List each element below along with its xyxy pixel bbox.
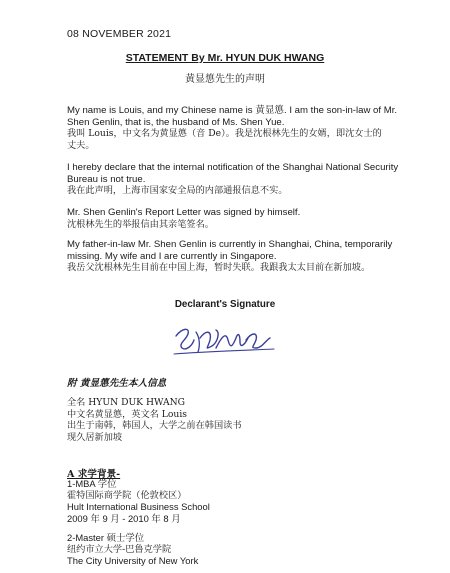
paragraph-line-chinese: 我在此声明，上海市国家安全局的内部通报信息不实。: [67, 185, 288, 196]
signature-label: Declarant's Signature: [174, 299, 276, 310]
education-line: 霍特国际商学院（伦敦校区）: [67, 489, 187, 501]
education-line: Hult International Business School: [67, 501, 210, 512]
paragraph-line: My father-in-law Mr. Shen Genlin is currently in Shanghai, China, temporarily: [67, 239, 393, 250]
paragraph-line: missing. My wife and I are currently in Singapore.: [67, 250, 277, 262]
education-line: 2-Master 硕士学位: [67, 532, 145, 543]
paragraph-declaration: [67, 162, 398, 197]
paragraph-line: Mr. Shen Genlin's Report Letter was signed by himself.: [67, 207, 301, 218]
info-line: 出生于南韩，韩国人，大学之前在韩国读书: [67, 420, 242, 431]
paragraph-line: My name is Louis, and my Chinese name is 黄显憄. I am the son-in-law of Mr.: [67, 105, 398, 116]
paragraph-line: I hereby declare that the internal notification of the Shanghai National Security: [67, 162, 399, 173]
paragraph-line-chinese: 我叫 Louis，中文名为黄显憄（音 De）。我是沈根林先生的女婿，即沈女士的: [67, 128, 382, 139]
personal-info: [67, 397, 242, 443]
paragraph-line: Bureau is not true.: [67, 173, 146, 185]
education-line: 2009 年 9 月 - 2010 年 8 月: [67, 512, 181, 524]
paragraph-report-letter: [67, 207, 300, 230]
info-line: 中文名黄显憄，英文名 Louis: [67, 408, 187, 420]
paragraph-line-chinese: 沈根林先生的举报信由其亲笔签名。: [67, 218, 214, 230]
education-line: 纽约市立大学-巴鲁克学院: [67, 543, 172, 555]
paragraph-line-chinese: 我岳父沈根林先生目前在中国上海，暂时失联。我跟我太太目前在新加坡。: [67, 262, 371, 273]
info-line: 现久居新加坡: [67, 431, 123, 443]
education-heading: A 求学背景-: [67, 469, 121, 480]
education-item-mba: [67, 478, 210, 524]
statement-title-chinese: 黄显憄先生的声明: [185, 74, 265, 85]
statement-date: 08 NOVEMBER 2021: [67, 28, 172, 40]
statement-title: STATEMENT By Mr. HYUN DUK HWANG: [125, 52, 325, 64]
info-heading: 附 黄显憄先生本人信息: [67, 378, 167, 389]
info-line: 全名 HYUN DUK HWANG: [67, 397, 185, 408]
paragraph-line: Shen Genlin, that is, the husband of Ms. Shen Yue.: [67, 116, 285, 128]
education-line: 1-MBA 学位: [67, 478, 117, 489]
education-item-master: [67, 532, 198, 567]
handwritten-signature: [170, 318, 280, 365]
paragraph-current-status: [67, 239, 392, 274]
education-line: The City University of New York: [67, 555, 199, 566]
paragraph-identity: [67, 105, 397, 151]
paragraph-line-chinese: 丈夫。: [67, 139, 95, 151]
